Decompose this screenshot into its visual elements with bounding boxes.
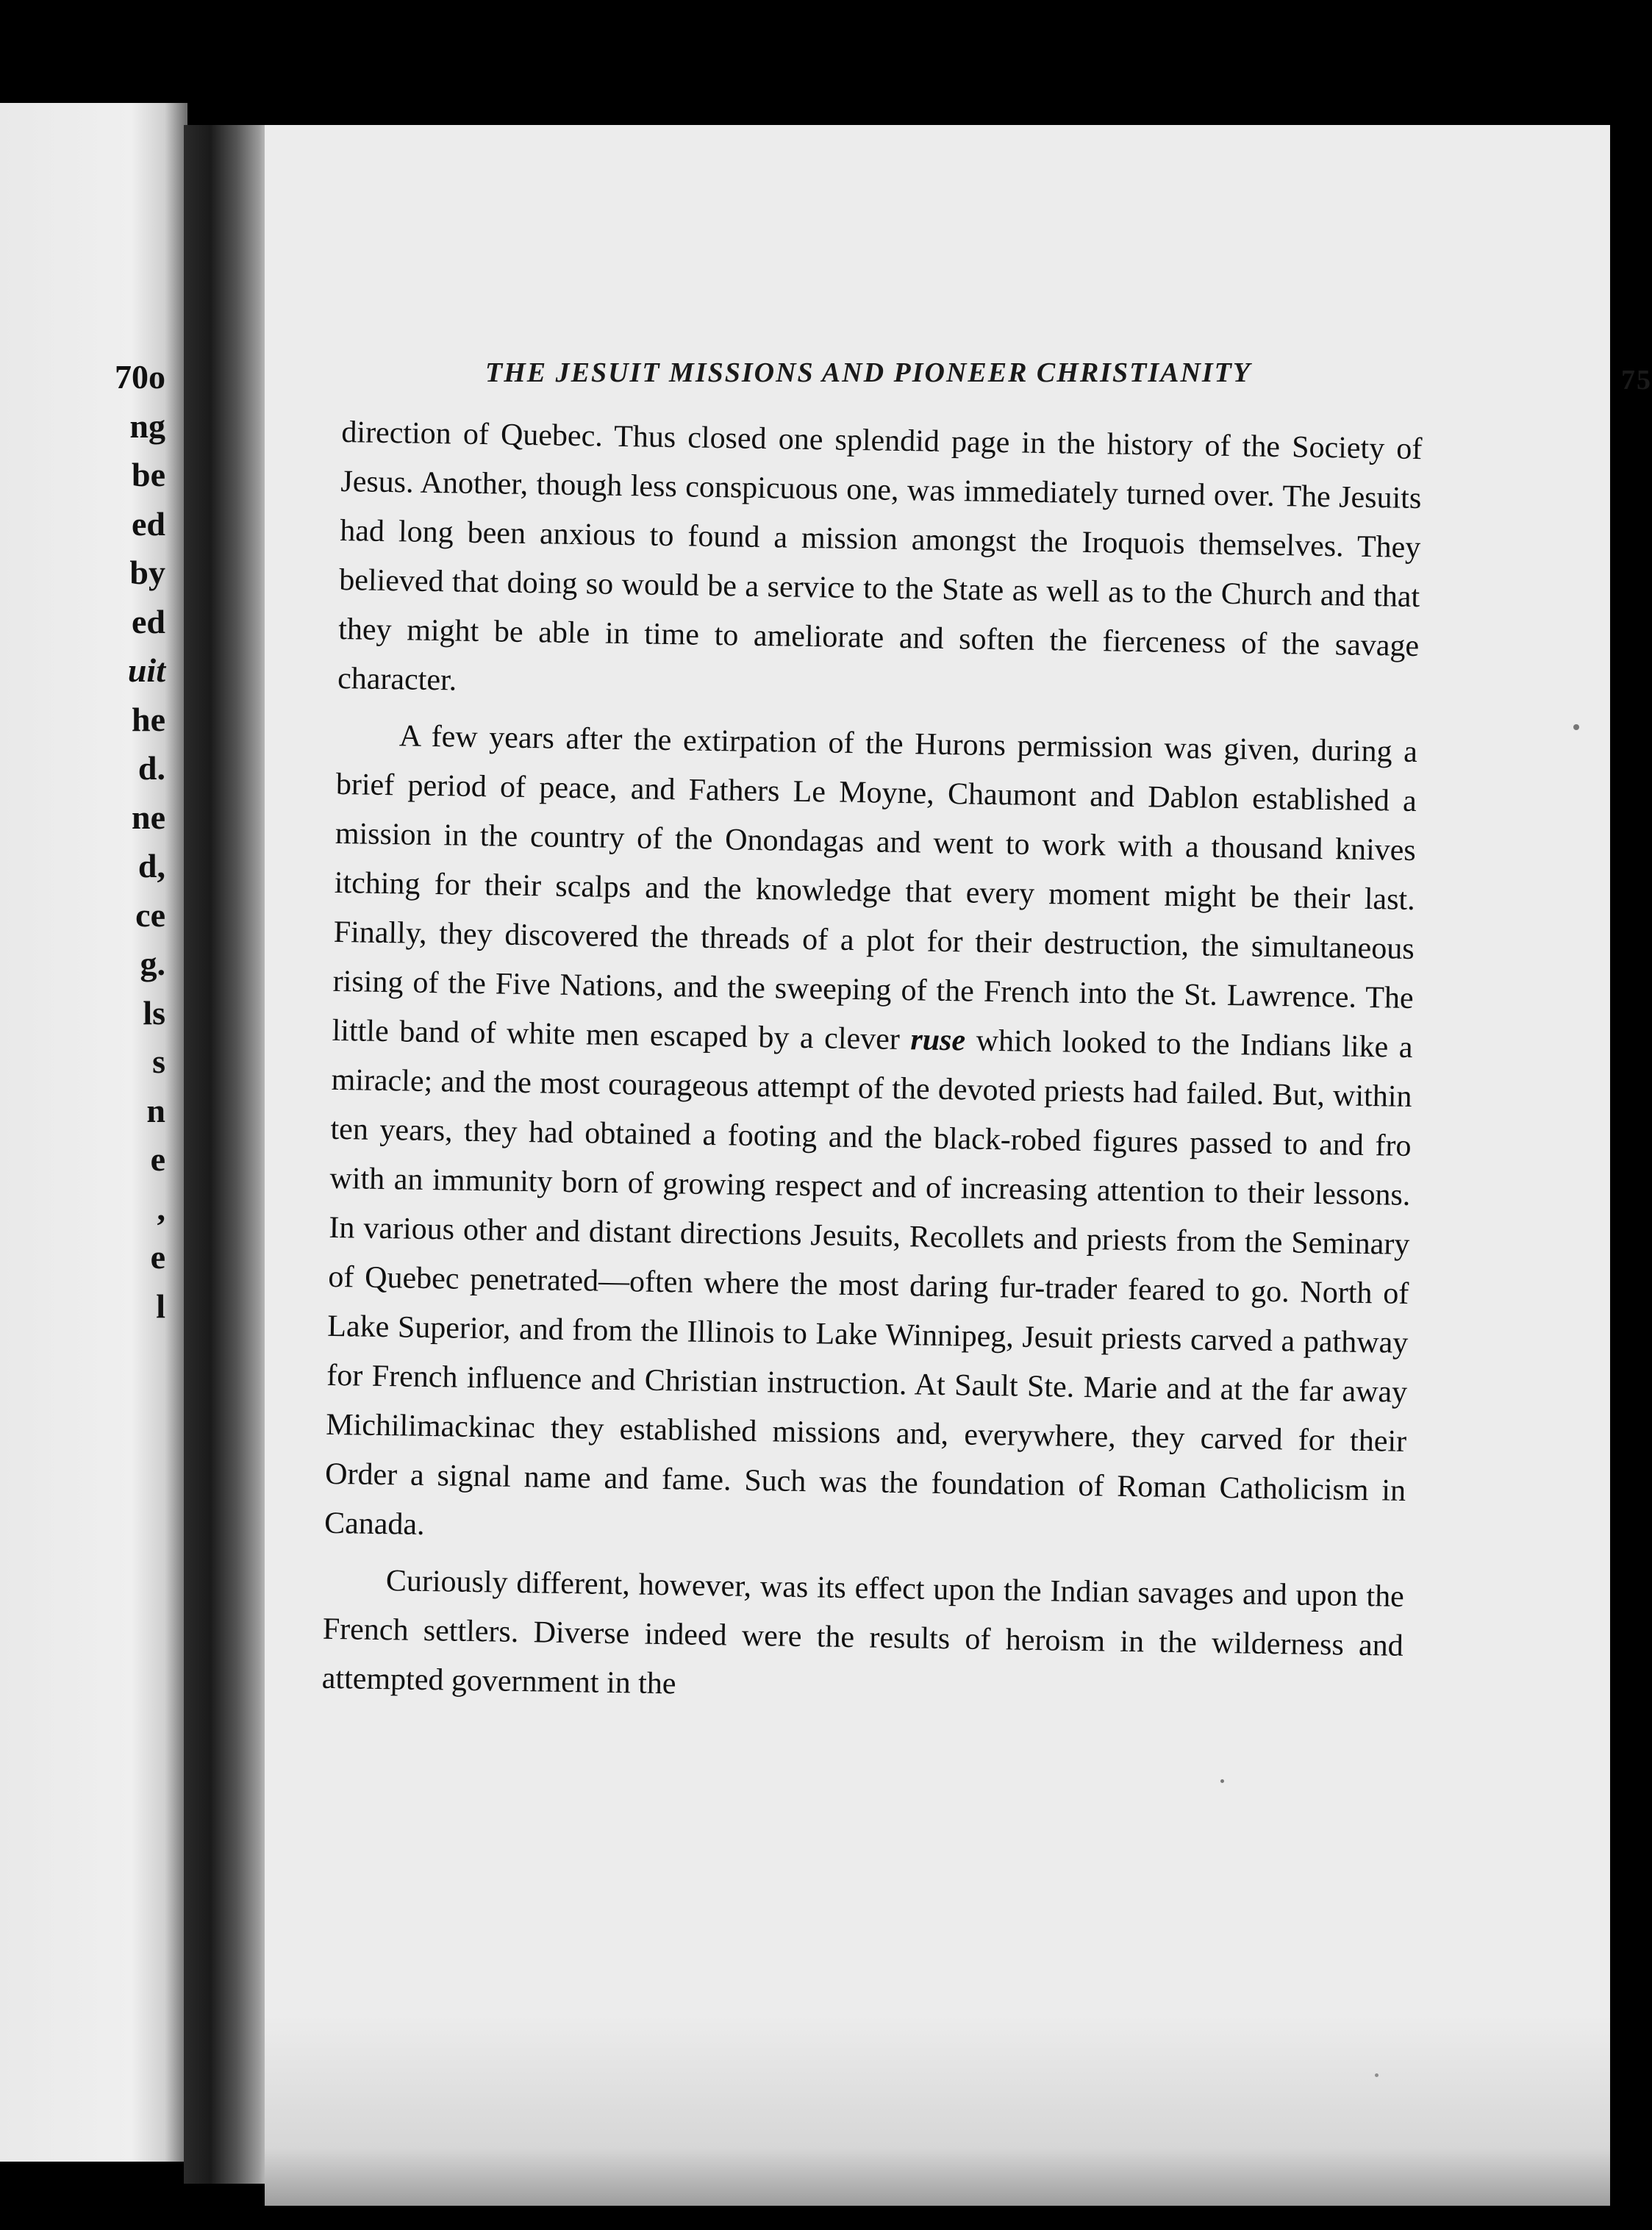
book-gutter-shadow [184,125,272,2184]
fragment: ed [132,602,165,640]
speck [1573,724,1579,730]
fragment: ng [129,407,165,445]
running-title: THE JESUIT MISSIONS AND PIONEER CHRISTIANITY [485,357,1252,388]
left-page-text-fragments [115,353,165,1331]
fragment: 70o [115,358,165,396]
page-bottom-shadow [265,2015,1610,2206]
fragment: l [156,1287,165,1325]
fragment: be [132,456,165,493]
fragment: e [150,1140,165,1178]
paragraph-text: A few years after the extirpation of the Hurons permission was given, during a brief period of peace, and Fathers Le Moyne, Chaumont and Dablon established a mission in the country of the Onondagas and went to work with a thousand knives itching for their scalps and the knowledge that every moment might be their last. Finally, they discovered the threads of a plot for their destruction, the simultaneous rising of the Five Nations, and the sweeping of the French into the St. Lawrence. The little band of white men escaped by a clever [332,719,1418,1057]
fragment: he [132,700,165,738]
paragraph: Curiously different, however, was its effect upon the Indian savages and upon the French settlers. Diverse indeed were the results of heroism in the wilderness and attempted government in the [321,1564,1405,1701]
fragment: g. [140,945,165,982]
italic-word: ruse [910,1023,966,1058]
speck [1220,1779,1224,1783]
paragraph: direction of Quebec. Thus closed one splendid page in the history of the Society of Jesus. Another, though less conspicuous one, was immediately turned over. The Jesuits had long been anxious to found a mission amongst the Iroquois themselves. They believed that doing so would be a service to the State as well as to the Church and that they might be able in time to ameliorate and soften the fierceness of the savage character. [337,415,1423,698]
fragment: e [150,1238,165,1276]
fragment: n [146,1091,165,1129]
fragment: ne [132,798,165,836]
page-number: 75 [1621,365,1652,396]
fragment: d, [137,847,165,885]
right-page [265,125,1652,2206]
fragment: by [129,554,165,591]
fragment: ed [132,504,165,543]
fragment: d. [137,749,165,787]
left-facing-page [0,103,187,2162]
fragment: s [152,1043,165,1080]
paragraph-text: which looked to the Indians like a miracle; and the most courageous attempt of the devoted priests had failed. But, within ten years, they had obtained a footing and the black-robed figures passed to and fro with an immunity born of growing respect and of increasing attention to their lessons. In various other and distant directions Jesuits, Recollets and priests from the Seminary of Quebec penetrated—often where the most daring fur-trader feared to go. North of Lake Superior, and from the Illinois to Lake Winnipeg, Jesuit priests carved a pathway for French influence and Christian instruction. At Sault Ste. Marie and at the far away Michilimackinac they established missions and, everywhere, they carved for their Order a signal name and fame. Such was the foundation of Roman Catholicism in Canada. [323,1023,1413,1542]
body-text [321,408,1422,1720]
paragraph [324,711,1418,1565]
fragment: ls [143,993,165,1032]
fragment: , [157,1189,165,1227]
fragment: ce [135,896,165,934]
fragment: uit [127,651,165,689]
